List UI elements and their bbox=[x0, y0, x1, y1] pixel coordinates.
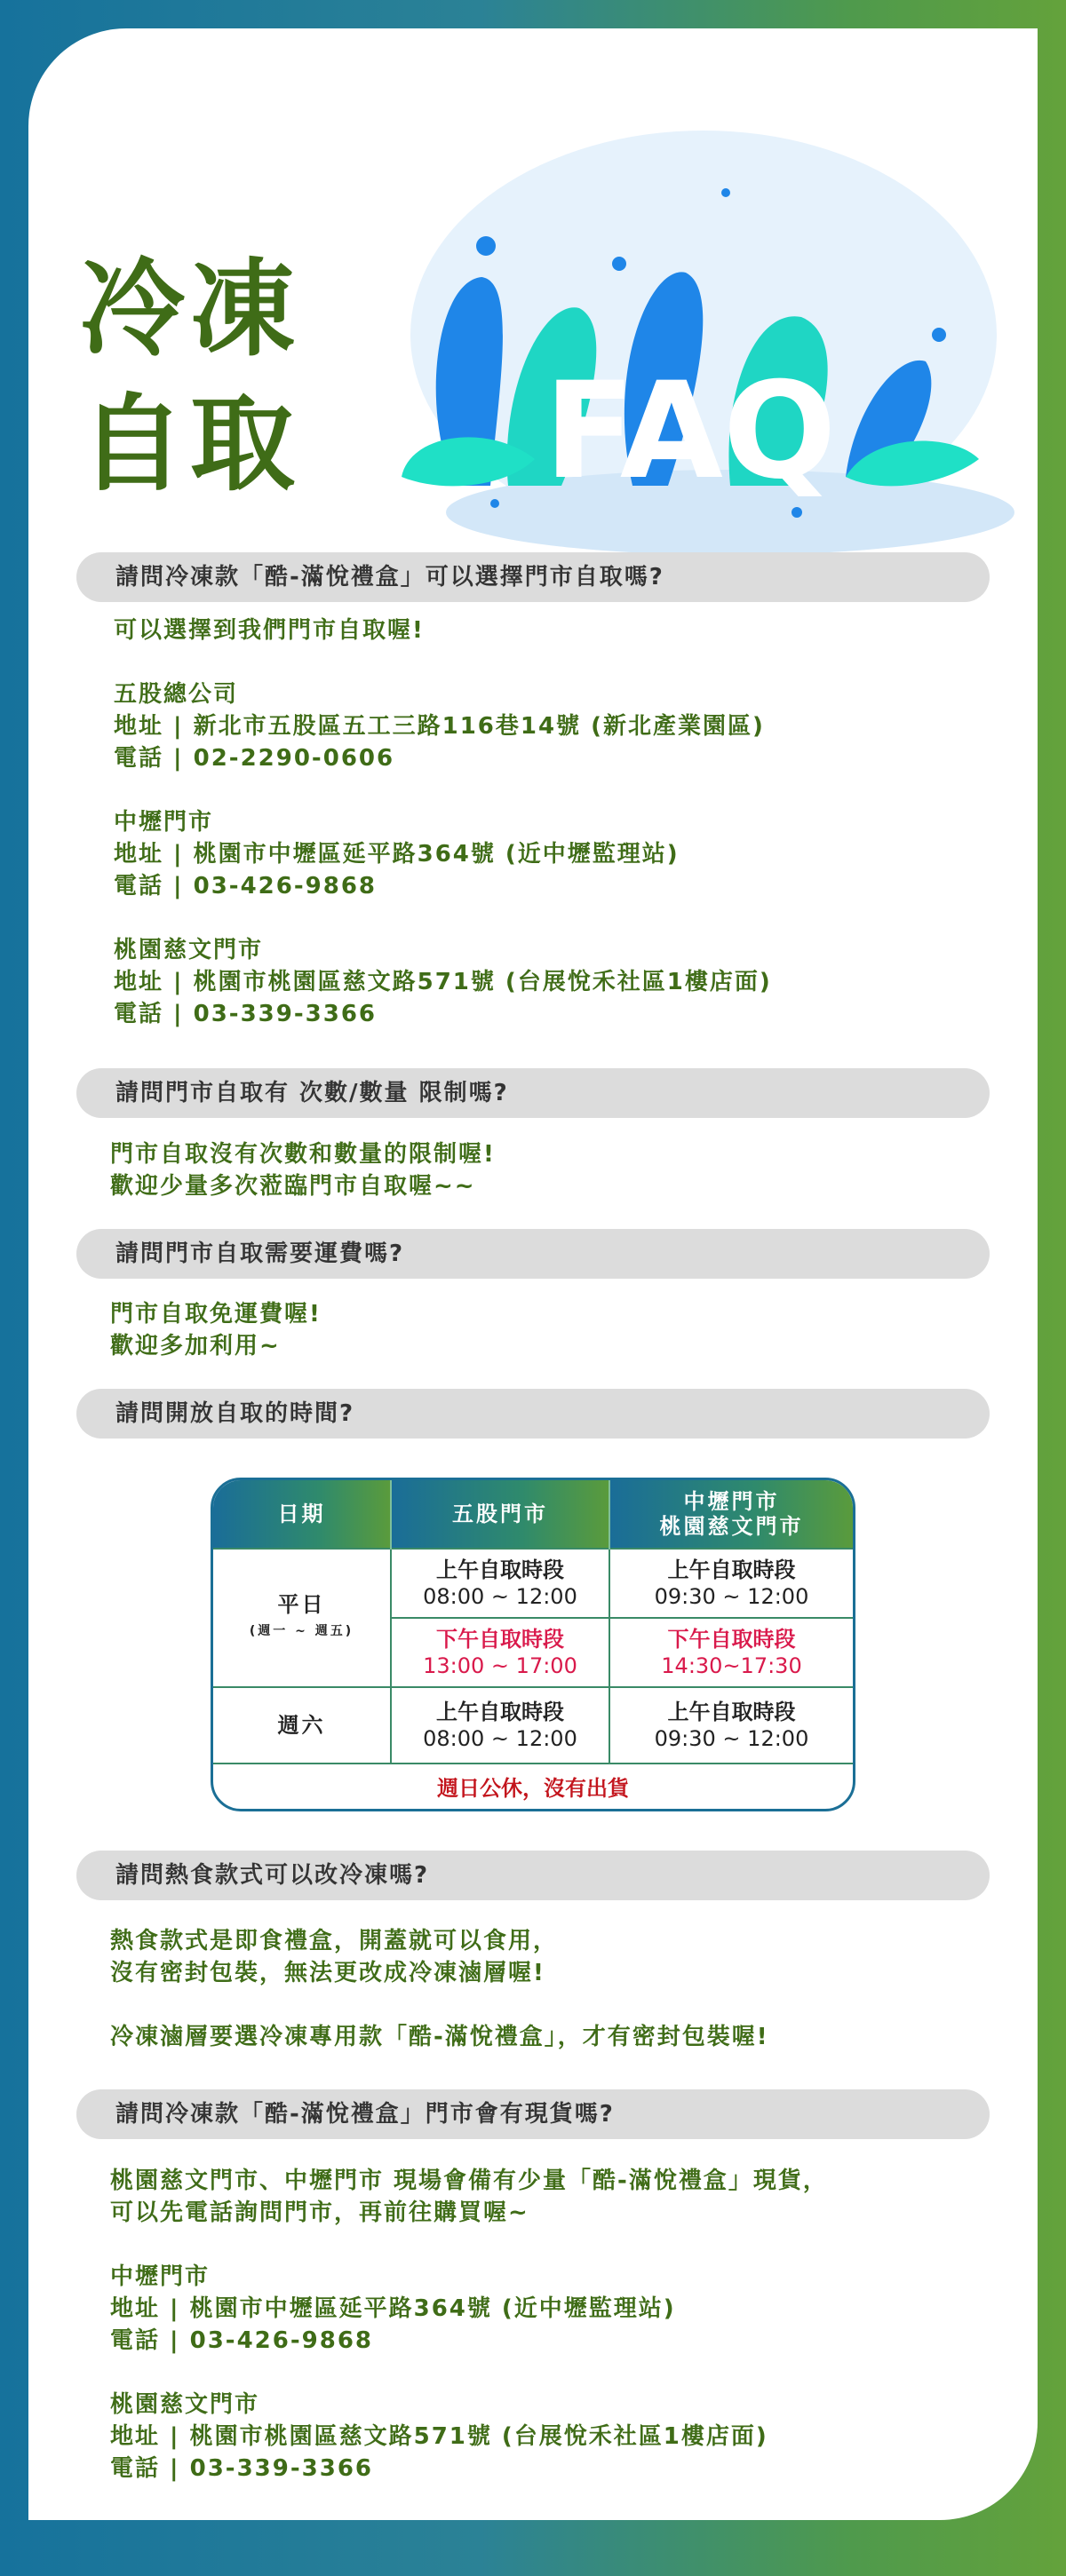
faq-text: FAQ bbox=[544, 354, 837, 509]
page-title bbox=[80, 242, 300, 511]
store-name: 桃園慈文門市 bbox=[110, 2391, 260, 2418]
answer-1 bbox=[114, 614, 772, 1030]
store-address: 地址 | 桃園市中壢區延平路364號 (近中壢監理站) bbox=[114, 841, 680, 868]
store-phone: 電話 | 03-426-9868 bbox=[114, 873, 377, 900]
content-card bbox=[28, 28, 1038, 2520]
morning-label: 上午自取時段 bbox=[436, 1700, 564, 1724]
store-address: 地址 | 桃園市中壢區延平路364號 (近中壢監理站) bbox=[110, 2295, 676, 2322]
morning-label: 上午自取時段 bbox=[667, 1557, 796, 1582]
others-saturday-time: 09:30 ~ 12:00 bbox=[654, 1726, 809, 1751]
header-ciwen: 桃園慈文門市 bbox=[659, 1514, 804, 1539]
question-6: 請問冷凍款「酷-滿悅禮盒」門市會有現貨嗎? bbox=[76, 2089, 990, 2139]
store-address: 地址 | 桃園市桃園區慈文路571號 (台展悅禾社區1樓店面) bbox=[110, 2423, 768, 2450]
faq-illustration bbox=[348, 68, 1023, 575]
others-morning-time: 09:30 ~ 12:00 bbox=[654, 1584, 809, 1609]
dot-decoration bbox=[932, 328, 946, 342]
answer-6-line-1: 桃園慈文門市、中壢門市 現場會備有少量「酷-滿悅禮盒」現貨， bbox=[110, 2168, 828, 2194]
wugu-morning-time: 08:00 ~ 12:00 bbox=[423, 1584, 577, 1609]
wugu-morning-cell bbox=[391, 1549, 609, 1618]
wugu-saturday-cell bbox=[391, 1687, 609, 1764]
store-phone: 電話 | 03-339-3366 bbox=[114, 1001, 377, 1027]
wugu-afternoon-cell bbox=[391, 1618, 609, 1687]
question-4: 請問開放自取的時間? bbox=[76, 1389, 990, 1439]
answer-2-line-1: 門市自取沒有次數和數量的限制喔! bbox=[110, 1141, 496, 1168]
header-zhongli: 中壢門市 bbox=[683, 1489, 780, 1514]
store-name: 五股總公司 bbox=[114, 681, 239, 708]
answer-6-line-2: 可以先電話詢問門市，再前往購買喔~ bbox=[110, 2200, 529, 2226]
answer-3-line-2: 歡迎多加利用~ bbox=[110, 1333, 281, 1359]
pickup-hours-table bbox=[211, 1478, 855, 1811]
store-phone: 電話 | 03-339-3366 bbox=[110, 2455, 373, 2482]
store-address: 地址 | 新北市五股區五工三路116巷14號 (新北產業園區) bbox=[114, 713, 765, 740]
others-afternoon-cell bbox=[609, 1618, 853, 1687]
title-line-2: 自取 bbox=[80, 382, 301, 505]
morning-label: 上午自取時段 bbox=[667, 1700, 796, 1724]
weekday-cell bbox=[213, 1549, 391, 1687]
dot-decoration bbox=[721, 188, 730, 197]
sunday-closed-note: 週日公休，沒有出貨 bbox=[213, 1764, 853, 1811]
wugu-afternoon-time: 13:00 ~ 17:00 bbox=[423, 1653, 577, 1678]
answer-3-line-1: 門市自取免運費喔! bbox=[110, 1301, 322, 1328]
answer-2-line-2: 歡迎少量多次蒞臨門市自取喔~~ bbox=[110, 1173, 476, 1200]
question-2: 請問門市自取有 次數/數量 限制嗎? bbox=[76, 1068, 990, 1118]
store-address: 地址 | 桃園市桃園區慈文路571號 (台展悅禾社區1樓店面) bbox=[114, 969, 772, 995]
title-line-1: 冷凍 bbox=[80, 247, 301, 370]
store-phone: 電話 | 02-2290-0606 bbox=[114, 745, 395, 772]
store-name: 中壢門市 bbox=[110, 2263, 211, 2290]
morning-label: 上午自取時段 bbox=[436, 1557, 564, 1582]
dot-decoration bbox=[490, 499, 499, 508]
afternoon-label: 下午自取時段 bbox=[436, 1627, 564, 1652]
wugu-saturday-time: 08:00 ~ 12:00 bbox=[423, 1726, 577, 1751]
question-3: 請問門市自取需要運費嗎? bbox=[76, 1229, 990, 1279]
answer-3 bbox=[110, 1298, 322, 1362]
answer-2 bbox=[110, 1138, 496, 1202]
answer-5-line-3: 冷凍滷層要選冷凍專用款「酷-滿悅禮盒」，才有密封包裝喔! bbox=[110, 2024, 769, 2050]
answer-6 bbox=[110, 2165, 828, 2485]
dot-decoration bbox=[612, 257, 626, 271]
others-saturday-cell bbox=[609, 1687, 853, 1764]
store-name: 桃園慈文門市 bbox=[114, 937, 264, 963]
question-5: 請問熱食款式可以改冷凍嗎? bbox=[76, 1851, 990, 1900]
header-day: 日期 bbox=[213, 1480, 391, 1549]
store-phone: 電話 | 03-426-9868 bbox=[110, 2327, 373, 2354]
saturday-cell: 週六 bbox=[213, 1687, 391, 1764]
question-1: 請問冷凍款「酷-滿悅禮盒」可以選擇門市自取嗎? bbox=[76, 552, 990, 602]
weekday-sub: (週一 ~ 週五) bbox=[249, 1624, 354, 1638]
answer-5-line-2: 沒有密封包裝，無法更改成冷凍滷層喔! bbox=[110, 1960, 545, 1986]
others-morning-cell bbox=[609, 1549, 853, 1618]
answer-1-intro: 可以選擇到我們門市自取喔! bbox=[114, 617, 425, 644]
dot-decoration bbox=[476, 236, 496, 256]
header-wugu: 五股門市 bbox=[391, 1480, 609, 1549]
header-others bbox=[609, 1480, 853, 1549]
others-afternoon-time: 14:30~17:30 bbox=[661, 1653, 802, 1678]
answer-5 bbox=[110, 1925, 769, 2053]
weekday-label: 平日 bbox=[277, 1592, 326, 1617]
answer-5-line-1: 熱食款式是即食禮盒，開蓋就可以食用， bbox=[110, 1928, 559, 1954]
afternoon-label: 下午自取時段 bbox=[667, 1627, 796, 1652]
store-name: 中壢門市 bbox=[114, 809, 214, 836]
